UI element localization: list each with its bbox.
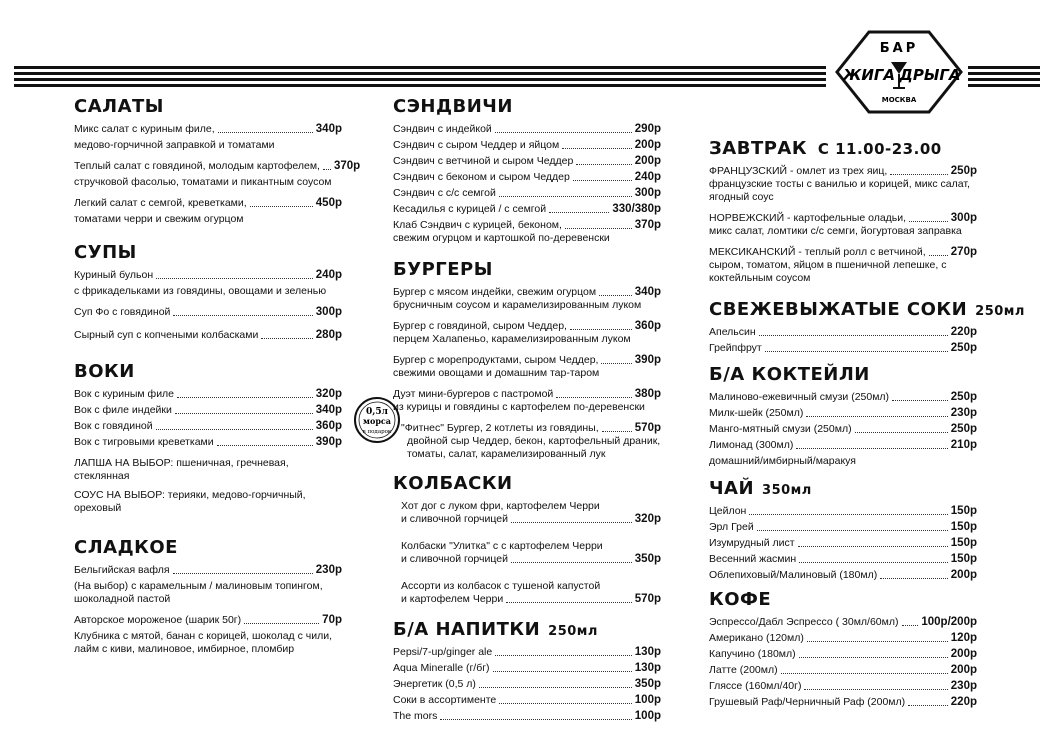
menu-item-desc: томатами черри и свежим огурцом	[74, 213, 244, 225]
menu-item: и сливочной горчицей 320р	[401, 513, 661, 525]
menu-item: Сэндвич с ветчиной и сыром Чеддер 200р	[393, 155, 661, 167]
logo-city: МОСКВА	[881, 96, 917, 104]
menu-item: Бельгийская вафля 230р	[74, 564, 342, 576]
menu-item: Куриный бульон 240р	[74, 269, 342, 281]
menu-item: Сырный суп с копчеными колбасками 280р	[74, 329, 342, 341]
header-stripes-right	[968, 66, 1040, 88]
menu-item: The mors 100р	[393, 710, 661, 722]
menu-item-desc: Хот дог с луком фри, картофелем Черри	[401, 500, 600, 512]
menu-item-desc: двойной сыр Чеддер, бекон, картофельный драник, томаты, салат, карамелизированный лук	[407, 435, 661, 460]
menu-item: Вок с филе индейки 340р	[74, 404, 342, 416]
menu-item: Сэндвич с сыром Чеддер и яйцом 200р	[393, 139, 661, 151]
menu-item: и картофелем Черри 570р	[401, 593, 661, 605]
soups-list	[74, 269, 342, 342]
section-title-soups: СУПЫ	[74, 242, 137, 263]
menu-item: Бургер с морепродуктами, сыром Чеддер, 390р	[393, 354, 661, 366]
section-title-soft-drinks: Б/А НАПИТКИ 250мл	[393, 619, 598, 640]
menu-item: Авторское мороженое (шарик 50г) 70р	[74, 614, 342, 626]
menu-item: Дуэт мини-бургеров с пастромой 380р	[393, 388, 661, 400]
menu-item: Капучино (180мл) 200р	[709, 648, 977, 660]
menu-item: "Фитнес" Бургер, 2 котлеты из говядины, 570р	[401, 422, 661, 434]
menu-item: Суп Фо с говядиной 300р	[74, 306, 342, 318]
tea-list	[709, 505, 977, 582]
menu-item: Латте (200мл) 200р	[709, 664, 977, 676]
section-title-cocktails: Б/А КОКТЕЙЛИ	[709, 364, 870, 385]
menu-item: Aqua Mineralle (г/бг) 130р	[393, 662, 661, 674]
menu-item: Грейпфрут 250р	[709, 342, 977, 354]
menu-item-desc: сыром, томатом, яйцом в пшеничной лепешке, с коктейльным соусом	[709, 259, 947, 284]
section-title-sausages: КОЛБАСКИ	[393, 473, 513, 494]
menu-item: Микс салат с куриным филе, 340р	[74, 123, 342, 135]
lemonade-flavors: домашний/имбирный/маракуя	[709, 455, 856, 467]
menu-item: Цейлон 150р	[709, 505, 977, 517]
menu-item: Соки в ассортименте 100р	[393, 694, 661, 706]
menu-item-desc: микс салат, ломтики с/с семги, йогуртовая заправка	[709, 225, 962, 237]
menu-item: Весенний жасмин 150р	[709, 553, 977, 565]
menu-item: Милк-шейк (250мл) 230р	[709, 407, 977, 419]
menu-item: Вок с куриным филе 320р	[74, 388, 342, 400]
column-2	[393, 96, 661, 726]
menu-item: Бургер с говядиной, сыром Чеддер, 360р	[393, 320, 661, 332]
breakfast-hours: С 11.00-23.00	[817, 140, 942, 158]
header-stripes-left	[14, 66, 826, 88]
menu-item: Изумрудный лист 150р	[709, 537, 977, 549]
menu-item-desc: Колбаски "Улитка" с с картофелем Черри	[401, 540, 603, 552]
menu-item: Эспрессо/Дабл Эспрессо ( 30мл/60мл) 100р/200р	[709, 616, 977, 628]
stamp-gift: в подарок	[362, 429, 392, 435]
menu-item: Бургер с мясом индейки, свежим огурцом 340р	[393, 286, 661, 298]
menu-item: Апельсин 220р	[709, 326, 977, 338]
menu-item: Манго-мятный смузи (250мл) 250р	[709, 423, 977, 435]
logo-left: ЖИГА	[842, 66, 896, 84]
tea-volume: 350мл	[762, 483, 812, 498]
breakfast-list	[709, 165, 977, 285]
menu-item: Энергетик (0,5 л) 350р	[393, 678, 661, 690]
noodle-note: ЛАПША НА ВЫБОР: пшеничная, гречневая, стеклянная	[74, 457, 289, 482]
menu-item: Вок с тигровыми креветками 390р	[74, 436, 342, 448]
menu-item: Легкий салат с семгой, креветками, 450р	[74, 197, 342, 209]
coffee-list	[709, 616, 977, 709]
sweets-list	[74, 564, 342, 656]
column-3	[709, 138, 1025, 712]
juices-list	[709, 326, 977, 355]
menu-item: Кесадилья с курицей / с семгой 330/380р	[393, 203, 661, 215]
section-title-tea: ЧАЙ 350мл	[709, 478, 812, 499]
menu-item-desc: медово-горчичной заправкой и томатами	[74, 139, 275, 151]
menu-item: Сэндвич с беконом и сыром Чеддер 240р	[393, 171, 661, 183]
sauce-note: СОУС НА ВЫБОР: терияки, медово-горчичный, ореховый	[74, 489, 306, 514]
section-title-juices: СВЕЖЕВЫЖАТЫЕ СОКИ 250мл	[709, 299, 1025, 320]
menu-item: НОРВЕЖСКИЙ - картофельные оладьи, 300р	[709, 212, 977, 224]
soft-drinks-list	[393, 646, 661, 723]
menu-item: Сэндвич с с/с семгой 300р	[393, 187, 661, 199]
juices-volume: 250мл	[975, 304, 1025, 319]
menu-item-desc: Ассорти из колбасок с тушеной капустой	[401, 580, 601, 592]
sandwiches-list	[393, 123, 661, 245]
cocktails-list	[709, 391, 977, 468]
menu-item: Американо (120мл) 120р	[709, 632, 977, 644]
menu-item: ФРАНЦУЗСКИЙ - омлет из трех яиц, 250р	[709, 165, 977, 177]
menu-item: Облепиховый/Малиновый (180мл) 200р	[709, 569, 977, 581]
sausages-list	[393, 500, 661, 606]
menu-item: Лимонад (300мл) 210р	[709, 439, 977, 451]
menu-item: Эрл Грей 150р	[709, 521, 977, 533]
menu-item-desc: из курицы и говядины с картофелем по-деревенски	[393, 401, 645, 413]
menu-item-desc: Клубника с мятой, банан с корицей, шоколад с чили, лайм с киви, малиновое, имбирное, пломбир	[74, 630, 333, 655]
menu-item: Pepsi/7-up/ginger ale 130р	[393, 646, 661, 658]
section-title-sweets: СЛАДКОЕ	[74, 537, 178, 558]
section-title-breakfast: ЗАВТРАК С 11.00-23.00	[709, 138, 942, 159]
soft-drinks-volume: 250мл	[548, 624, 598, 639]
logo-top: БАР	[879, 41, 919, 56]
section-title-salads: САЛАТЫ	[74, 96, 164, 117]
menu-item-desc: свежим огурцом и картошкой по-деревенски	[393, 232, 610, 244]
menu-item: Вок с говядиной 360р	[74, 420, 342, 432]
menu-item-desc: с фрикадельками из говядины, овощами и зеленью	[74, 285, 327, 297]
bar-logo	[833, 28, 965, 116]
section-title-burgers: БУРГЕРЫ	[393, 259, 493, 280]
menu-item: и сливочной горчицей 350р	[401, 553, 661, 565]
woks-list	[74, 388, 342, 515]
section-title-woks: ВОКИ	[74, 361, 135, 382]
menu-item-desc: свежими овощами и домашним тар-таром	[393, 367, 600, 379]
salads-list	[74, 123, 361, 226]
menu-item-desc: перцем Халапеньо, карамелизированным луком	[393, 333, 631, 345]
section-title-coffee: КОФЕ	[709, 589, 772, 610]
menu-item: Сэндвич с индейкой 290р	[393, 123, 661, 135]
menu-item: Теплый салат с говядиной, молодым картофелем, 370р	[74, 160, 361, 172]
stamp-drink: морса	[363, 416, 391, 426]
burgers-list	[393, 286, 661, 461]
stamp-volume: 0,5л	[365, 407, 389, 417]
menu-item: Клаб Сэндвич с курицей, беконом, 370р	[393, 219, 661, 231]
menu-item-desc: французские тосты с ванилью и корицей, микс салат, ягодный соус	[709, 178, 970, 203]
logo-right: ДРЫГА	[899, 66, 961, 84]
menu-item: МЕКСИКАНСКИЙ - теплый ролл с ветчиной, 270р	[709, 246, 977, 258]
menu-item: Малиново-ежевичный смузи (250мл) 250р	[709, 391, 977, 403]
section-title-sandwiches: СЭНДВИЧИ	[393, 96, 513, 117]
menu-item-desc: (На выбор) с карамельным / малиновым топингом, шоколадной пастой	[74, 580, 323, 605]
menu-item-desc: брусничным соусом и карамелизированным луком	[393, 299, 642, 311]
column-1	[74, 96, 361, 664]
menu-item: Гляссе (160мл/40г) 230р	[709, 680, 977, 692]
menu-item: Грушевый Раф/Черничный Раф (200мл) 220р	[709, 696, 977, 708]
menu-item-desc: стручковой фасолью, томатами и пикантным соусом	[74, 176, 332, 188]
